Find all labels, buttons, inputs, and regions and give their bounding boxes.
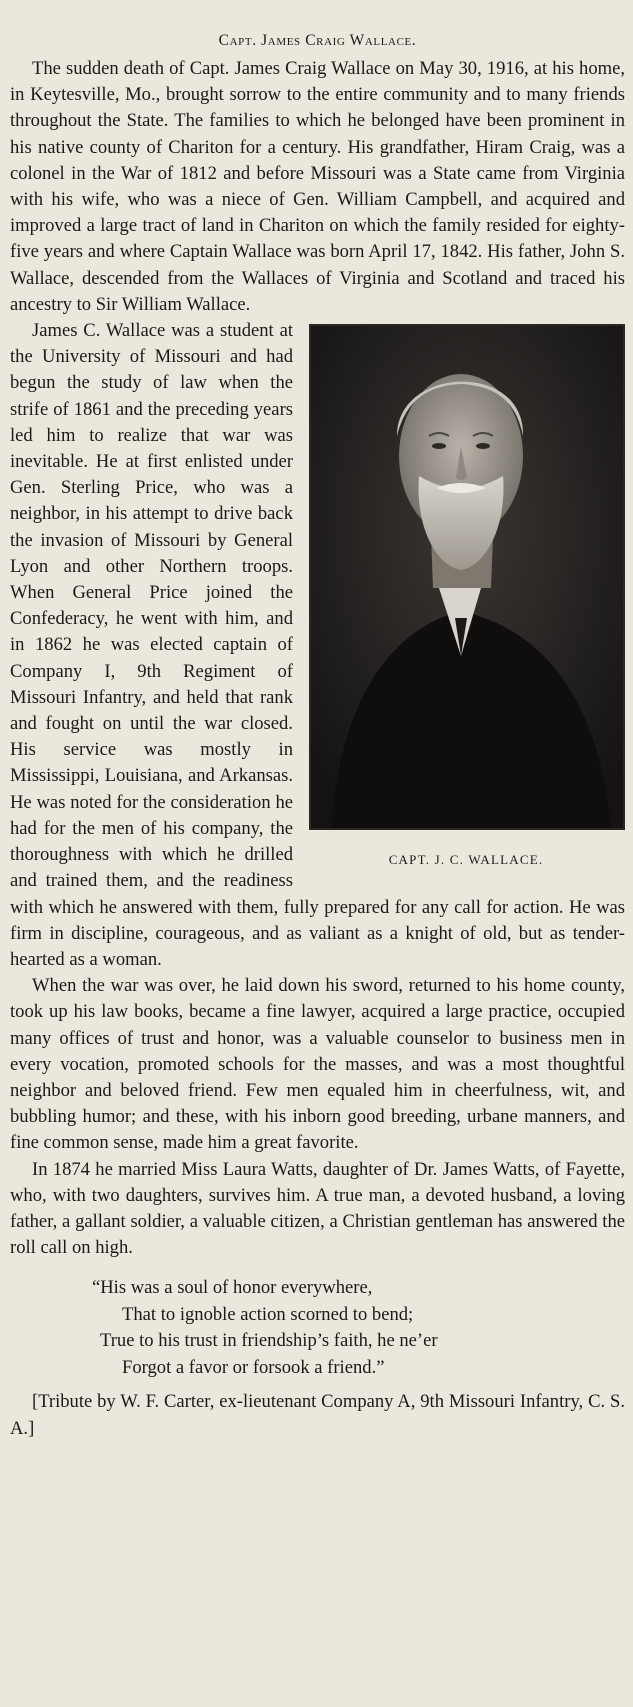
verse-block: [10, 1275, 625, 1381]
portrait-image: [311, 326, 623, 828]
verse-line: That to ignoble action scorned to bend;: [122, 1303, 414, 1325]
verse-line: “His was a soul of honor everywhere,: [92, 1277, 373, 1299]
portrait-photo: [309, 324, 625, 830]
verse-line: True to his trust in friendship’s faith, he ne’er: [100, 1330, 438, 1352]
article-title: Capt. James Craig Wallace.: [218, 32, 417, 49]
paragraph-4: In 1874 he married Miss Laura Watts, daughter of Dr. James Watts, of Fayette, who, with two daughters, survives him. A true man, a devoted husband, a loving father, a gallant soldier, a valuable citizen, a Christian gentleman has answered the roll call on high.: [10, 1158, 625, 1259]
paragraph-2: James C. Wallace was a student at the University of Missouri and had begun the study of law when the strife of 1861 and the preceding years led him to realize that war was inevitable. He at first enlisted under Gen. Sterling Price, who was a neighbor, in his attempt to drive back the invasion of Missouri by General Lyon and other Northern troops. When General Price joined the Confederacy, he went with him, and in 1862 he was elected captain of Company I, 9th Regiment of Missouri Infantry, and held that rank and fought on until the war closed. His service was mostly in Mississippi, Louisiana, and Arkansas. He was noted for the consideration he had for the men of his company, the thoroughness with which he drilled and trained them, and the readiness with which he answered with them, fully prepared for any call for action. He was firm in discipline, courageous, and as valiant as a knight of old, but as tender-hearted as a woman.: [10, 320, 625, 970]
portrait-caption: CAPT. J. C. WALLACE.: [388, 852, 544, 868]
tribute-note: [Tribute by W. F. Carter, ex-lieutenant Company A, 9th Missouri Infantry, C. S. A.]: [10, 1391, 625, 1439]
verse-line: Forgot a favor or forsook a friend.”: [122, 1356, 385, 1378]
paragraph-3: When the war was over, he laid down his sword, returned to his home county, took up his law books, became a fine lawyer, acquired a large practice, occupied many offices of trust and honor, was a valuable counselor to business men in every vocation, promoted schools for the masses, and was a most thoughtful neighbor and beloved friend. Few men equaled him in cheerfulness, wit, and bubbling humor; and these, with his inborn good breeding, urbane manners, and fine common sense, made him a great favorite.: [10, 975, 625, 1154]
portrait-figure: [307, 324, 625, 872]
paragraph-1: The sudden death of Capt. James Craig Wallace on May 30, 1916, at his home, in Keytesville, Mo., brought sorrow to the entire community and to many friends throughout the State. The families to which he belonged have been prominent in his native county of Chariton for a century. His grandfather, Hiram Craig, was a colonel in the War of 1812 and before Missouri was a State came from Virginia with his wife, who was a niece of Gen. William Campbell, and acquired and improved a large tract of land in Chariton on which the family resided for eighty-five years and where Captain Wallace was born April 17, 1842. His father, John S. Wallace, descended from the Wallaces of Virginia and Scotland and traced his ancestry to Sir William Wallace.: [10, 58, 625, 315]
